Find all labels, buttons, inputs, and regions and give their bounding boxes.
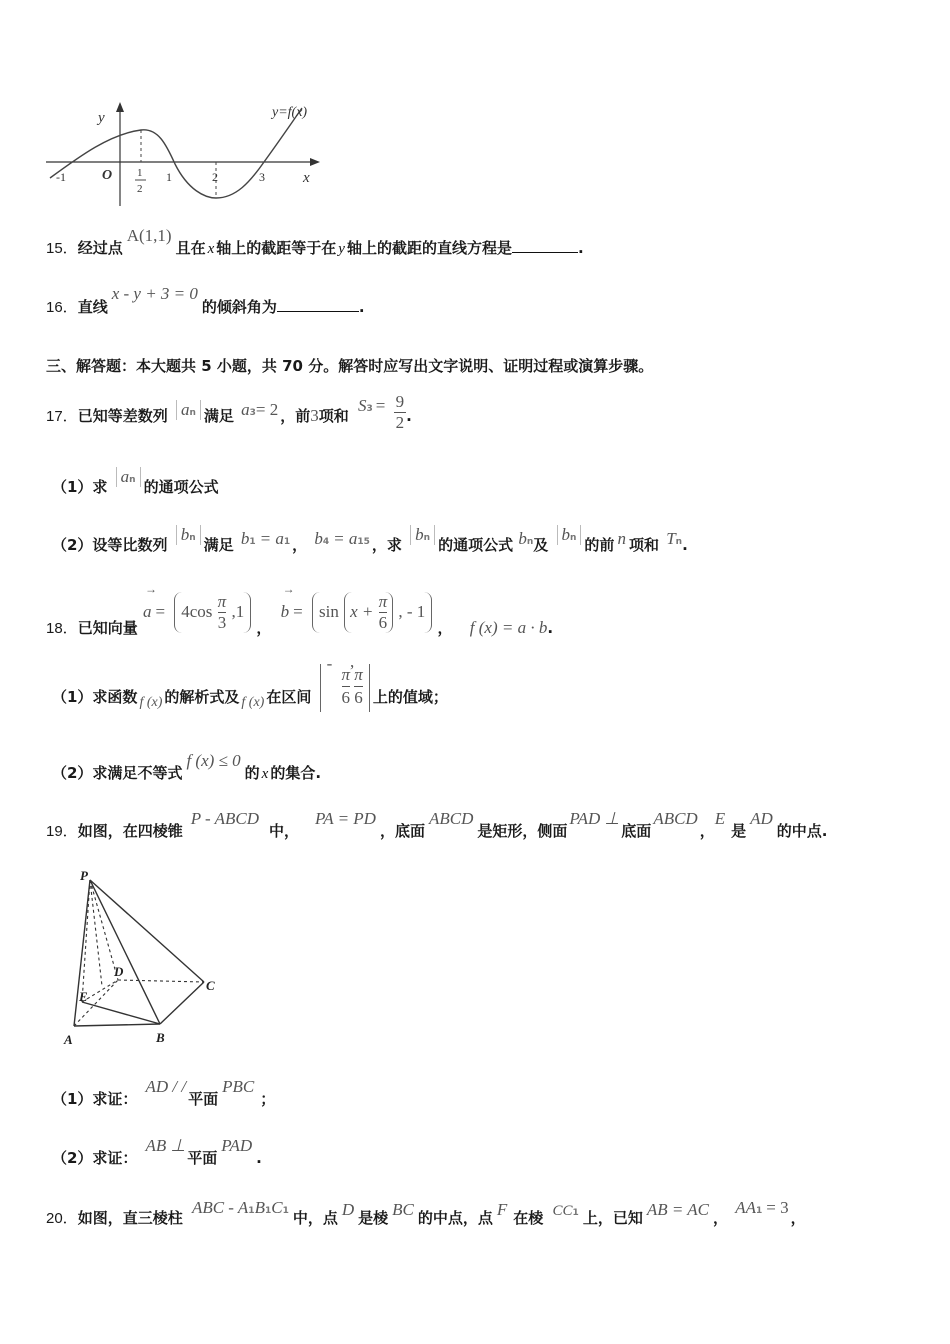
q18-2-text-1: 的 [244, 764, 260, 782]
q20-text-6: 上，已知 [582, 1209, 643, 1227]
q18-1-sep: , [350, 652, 355, 671]
q18-a-three: 3 [217, 613, 227, 632]
q20-sub-3: 1 [282, 1206, 289, 1216]
q17-cond-a: a [241, 400, 250, 419]
q17-2-text-1: 满足 [203, 536, 234, 554]
label-a: A [64, 1032, 73, 1047]
q20-text-1: 如图，直三棱柱 [77, 1209, 183, 1227]
q17-2-n: n [617, 529, 626, 548]
q17-frac-num: 9 [395, 392, 405, 411]
q18-1-pi-2: π [354, 664, 363, 687]
q17-seq-sub: n [189, 408, 196, 418]
q17-2-cond-2 [314, 530, 370, 548]
q17-2-c1-a: = a [259, 529, 284, 548]
q20-sub-1: 1 [248, 1206, 255, 1216]
q17-2-seq-b [176, 525, 201, 545]
q17-eq: = [375, 396, 386, 415]
q17-2-c2-asub: 15 [357, 537, 370, 547]
q18-1-text-2: 在区间 [266, 688, 312, 706]
q18-1-frac-1 [342, 664, 351, 709]
q18-a-end: ,1 [231, 602, 245, 621]
q17-2-label: （2）设等比数列 [52, 536, 168, 554]
section-3-heading: 三、解答题：本大题共 5 小题，共 70 分。解答时应写出文字说明、证明过程或演算步骤。 [46, 357, 654, 375]
question-15 [46, 226, 584, 267]
q19-pyramid: P - ABCD [190, 809, 260, 828]
q19-text-8: 的中点. [776, 822, 828, 840]
q17-2-text-2: ，求 [371, 536, 402, 554]
q17-text-2: 满足 [203, 407, 234, 425]
x-axis-label: x [303, 170, 310, 186]
q17-2-end: . [682, 536, 688, 554]
q17-seq-a: a [180, 400, 190, 419]
q15-text-1: 经过点 [77, 239, 123, 257]
function-graph [40, 96, 340, 211]
q17-2-b2: b [415, 525, 424, 544]
edge-p-inner [90, 880, 102, 986]
q20-text-3: 是棱 [358, 1209, 389, 1227]
question-17-part-1 [52, 467, 219, 497]
q18-b-paren [312, 592, 432, 633]
q17-2-text-4: 及 [533, 536, 549, 554]
q18-b-arrow-icon: → [282, 582, 295, 596]
question-19-part-2 [52, 1136, 262, 1168]
q17-1-sequence [116, 467, 141, 487]
function-curve [50, 108, 302, 198]
q18-b-pi: π [378, 592, 388, 611]
q15-text-2: 且在 [175, 239, 206, 257]
q18-1-label: （1）求函数 [52, 688, 138, 706]
q15-var-x: x [207, 241, 215, 257]
q17-2-tn [666, 530, 682, 548]
q20-aa1 [735, 1199, 788, 1217]
q20-comma: ， [712, 1209, 728, 1227]
q15-number: 15． [46, 240, 78, 257]
q18-b-end: , - 1 [398, 602, 426, 621]
q20-text-2: 中，点 [292, 1209, 338, 1227]
y-axis-arrow-icon [116, 102, 124, 112]
q17-2-comma: ， [292, 536, 308, 554]
q20-number: 20． [46, 1210, 78, 1227]
q17-2-b3-sub: n [570, 533, 577, 543]
q20-f: F [496, 1200, 508, 1219]
question-18 [46, 582, 554, 646]
q19-2-lhs: AB ⊥ [145, 1136, 186, 1155]
q17-fraction [394, 392, 407, 433]
q20-aa: AA [735, 1198, 757, 1217]
tick-half-num: 1 [137, 167, 143, 179]
label-e: E [79, 989, 88, 1004]
q18-a: a [142, 602, 152, 621]
q17-cond-sub: 3 [249, 408, 256, 418]
q19-text-7: 是 [731, 822, 747, 840]
tick-half-den: 2 [137, 183, 143, 195]
q17-2-text-5: 的前 [584, 536, 615, 554]
q17-s: S [357, 396, 367, 415]
q18-number: 18． [46, 620, 78, 637]
q17-2-b-sub: n [189, 533, 196, 543]
edge-pb [90, 880, 160, 1024]
q17-2-text-3: 的通项公式 [438, 536, 514, 554]
q17-2-cond-1 [241, 530, 290, 548]
q19-2-end: . [256, 1149, 262, 1167]
q17-2-seq-b-2 [410, 525, 435, 545]
q18-2-label: （2）求满足不等式 [52, 764, 183, 782]
q19-2-text: 平面 [187, 1149, 218, 1167]
q15-point: A(1,1) [126, 226, 172, 245]
q17-1-text: 的通项公式 [143, 478, 219, 496]
q19-1-end: ； [260, 1090, 276, 1108]
q20-prism-c: C [271, 1198, 283, 1217]
curve-label: y=f(x) [272, 105, 308, 120]
q16-text-1: 直线 [77, 298, 108, 316]
q20-aa-rhs: = 3 [766, 1198, 789, 1217]
q18-1-pi-1: π [342, 664, 351, 687]
q19-text-5: 底面 [621, 822, 652, 840]
tick-neg1: -1 [56, 170, 66, 184]
q18-a-frac [218, 592, 227, 633]
q19-text-2: 中， [269, 822, 300, 840]
q18-f-def: f (x) = a · b [469, 618, 548, 637]
question-18-part-2 [52, 751, 322, 783]
question-20 [46, 1198, 806, 1228]
q18-b-sin: sin [319, 602, 339, 621]
q17-cond-rhs: = 2 [255, 400, 279, 419]
q18-1-f1: f (x) [139, 695, 163, 710]
q19-text-3: ，底面 [379, 822, 425, 840]
tick-2: 2 [212, 170, 218, 184]
q18-1-text-1: 的解析式及 [164, 688, 240, 706]
q19-text-1: 如图，在四棱锥 [77, 822, 183, 840]
q18-b-six: 6 [378, 613, 388, 632]
q20-text-4: 的中点，点 [417, 1209, 493, 1227]
q15-text-4: 轴上的截距的直线方程是 [346, 239, 512, 257]
q20-d: D [341, 1200, 355, 1219]
edge-dc [118, 980, 204, 982]
q19-pa-pd: PA = PD [315, 809, 376, 828]
q17-2-c2-b: b [314, 529, 323, 548]
q20-cc-sub: 1 [572, 1208, 579, 1218]
q17-2-c1-asub: 1 [283, 537, 291, 547]
q17-2-c2-a: = a [333, 529, 358, 548]
q17-2-b3: b [561, 525, 570, 544]
edge-bc [160, 982, 204, 1024]
q18-b-x: x + [350, 602, 374, 621]
q19-2-plane: PAD [221, 1136, 253, 1155]
q20-bc: BC [392, 1200, 414, 1219]
edge-ab [74, 1024, 160, 1026]
q17-2-b: b [180, 525, 190, 544]
q16-answer-blank[interactable] [277, 297, 359, 312]
question-17 [46, 392, 412, 436]
q18-1-neg: - [326, 654, 333, 673]
q19-text-6: ， [699, 822, 715, 840]
q18-2-inequality: f (x) ≤ 0 [186, 751, 241, 770]
edge-pc [90, 880, 204, 982]
q18-1-interval [320, 652, 370, 712]
q15-answer-blank[interactable] [512, 238, 578, 253]
q20-cc1 [553, 1201, 579, 1219]
tick-3: 3 [259, 170, 265, 184]
q18-2-var-x: x [261, 766, 269, 782]
q17-three: 3 [310, 406, 319, 425]
q15-end: . [577, 239, 584, 257]
pyramid-figure [60, 866, 230, 1050]
q19-1-label: （1）求证： [52, 1090, 138, 1108]
q19-side: PAD ⊥ [569, 809, 620, 828]
q18-comma: ， [256, 619, 272, 637]
q17-number: 17． [46, 408, 78, 425]
q17-2-c2-bsub: 4 [322, 537, 330, 547]
q17-2-bn [518, 530, 533, 548]
question-19 [46, 809, 828, 841]
q18-comma-2: ， [437, 619, 453, 637]
question-16 [46, 284, 365, 317]
label-p: P [80, 868, 88, 883]
question-19-part-1 [52, 1077, 276, 1109]
q17-1-seq-sub: n [129, 475, 136, 485]
q18-a-arrow-icon: → [144, 582, 157, 596]
q19-number: 19． [46, 823, 78, 840]
q18-a-cos: 4cos [181, 602, 213, 621]
q19-1-text: 平面 [188, 1090, 219, 1108]
q19-e: E [714, 809, 726, 828]
q17-sequence [176, 400, 201, 420]
q18-1-frac-2 [354, 664, 363, 709]
q18-b-frac [379, 592, 388, 633]
q18-b-eq: = [293, 602, 303, 621]
label-b: B [156, 1030, 165, 1045]
question-18-part-1 [52, 652, 448, 714]
q15-text-3: 轴上的截距等于在 [216, 239, 337, 257]
q20-prism-a: ABC - A [191, 1198, 249, 1217]
edge-eb [82, 1002, 160, 1024]
q18-1-text-3: 上的值域； [372, 688, 448, 706]
q16-text-2: 的倾斜角为 [201, 298, 277, 316]
q20-prism-b: B [254, 1198, 265, 1217]
q17-1-seq-a: a [120, 467, 130, 486]
q17-end: . [406, 407, 412, 425]
q18-vector-a [142, 582, 251, 633]
q19-base-2: ABCD [653, 809, 698, 828]
q17-1-label: （1）求 [52, 478, 108, 496]
q17-2-t-sub: n [675, 537, 683, 547]
q19-1-lhs: AD / / [145, 1077, 187, 1096]
q18-a-eq: = [155, 602, 166, 621]
q20-prism [192, 1199, 289, 1217]
q20-cc: CC [552, 1203, 573, 1219]
q18-a-paren [174, 592, 251, 633]
q17-text-4: 项和 [318, 407, 349, 425]
q19-base: ABCD [428, 809, 474, 828]
q17-text-1: 已知等差数列 [77, 407, 168, 425]
q17-text-3: ，前 [280, 407, 311, 425]
y-axis-label: y [98, 110, 105, 126]
q18-1-f2: f (x) [241, 695, 265, 710]
q18-1-six-1: 6 [341, 688, 351, 707]
q16-equation: x - y + 3 = 0 [111, 284, 198, 303]
q18-b-inner-paren [344, 592, 393, 633]
q19-1-plane: PBC [222, 1077, 255, 1096]
q18-vector-b [280, 582, 433, 633]
q20-text-5: 在棱 [513, 1209, 544, 1227]
label-d: D [114, 964, 124, 979]
q17-sum [358, 397, 388, 415]
q20-ab-ac: AB = AC [646, 1200, 709, 1219]
q19-ad: AD [750, 809, 773, 828]
q18-b: b [280, 602, 290, 621]
q20-end: ， [790, 1209, 806, 1227]
q17-2-b2-sub: n [423, 533, 431, 543]
x-axis-arrow-icon [310, 158, 320, 166]
q16-end: . [358, 298, 365, 316]
q17-2-bn-b: b [518, 529, 527, 548]
q18-text-1: 已知向量 [77, 619, 138, 637]
q17-2-seq-b-3 [557, 525, 582, 545]
q17-s-sub: 3 [366, 404, 373, 414]
q17-condition [241, 401, 278, 419]
q17-2-c1-bsub: 1 [249, 537, 256, 547]
q17-2-text-6: 项和 [628, 536, 659, 554]
q16-number: 16． [46, 299, 78, 316]
q17-2-t: T [666, 529, 676, 548]
tick-1: 1 [166, 170, 172, 184]
q20-sub-2: 1 [264, 1206, 272, 1216]
q15-var-y: y [338, 241, 345, 257]
q17-2-c1-b: b [240, 529, 250, 548]
q20-aa-sub: 1 [756, 1206, 763, 1216]
q17-2-bn-sub: n [526, 537, 534, 547]
origin-label: O [102, 168, 113, 183]
q19-text-4: 是矩形，侧面 [477, 822, 568, 840]
q19-2-label: （2）求证： [52, 1149, 138, 1167]
q18-2-text-2: 的集合. [270, 764, 322, 782]
q18-end: . [547, 619, 554, 637]
q18-a-pi: π [217, 592, 227, 611]
question-17-part-2 [52, 525, 688, 555]
label-c: C [206, 978, 215, 993]
q18-1-six-2: 6 [354, 688, 363, 707]
q17-frac-den: 2 [395, 413, 405, 432]
